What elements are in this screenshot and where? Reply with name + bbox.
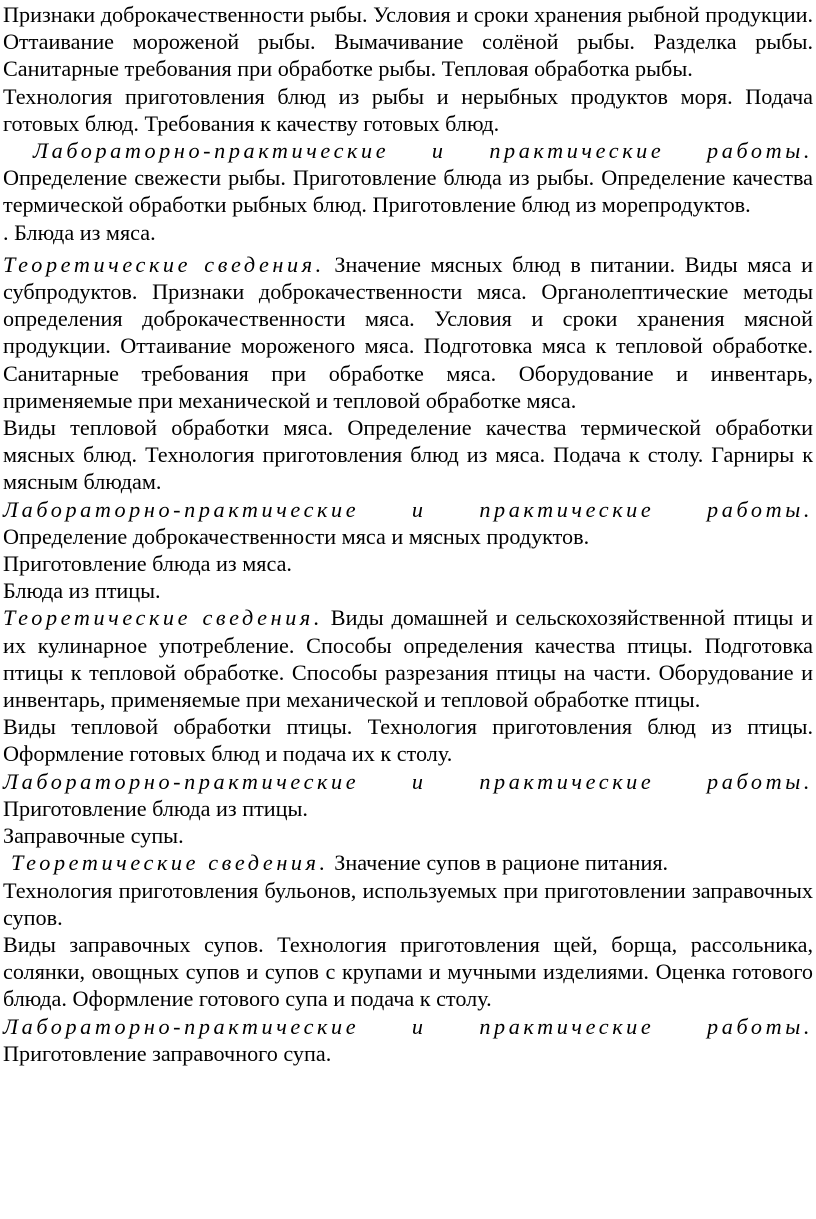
fish-lab-heading-text: Лабораторно-практические и практические работы.: [33, 138, 813, 164]
meat-paragraph-2: Виды тепловой обработки мяса. Определение качества термической обработки мясных блюд. Технология приготовления блюд из мяса. Подача к столу. Гарниры к мясным блюдам.: [3, 415, 813, 495]
poultry-paragraph-2: Виды тепловой обработки птицы. Технология приготовления блюд из птицы. Оформление готовых блюд и подача их к столу.: [3, 714, 813, 767]
fish-lab-text: Определение свежести рыбы. Приготовление блюда из рыбы. Определение качества термической обработки рыбных блюд. Приготовление блюд из морепродуктов.: [3, 165, 813, 218]
fish-paragraph-1: Признаки доброкачественности рыбы. Условия и сроки хранения рыбной продукции. Оттаивание мороженой рыбы. Вымачивание солёной рыбы. Разделка рыбы. Санитарные требования при обработке рыбы. Тепловая обработка рыбы.: [3, 2, 813, 82]
poultry-lab-heading: [3, 768, 813, 795]
meat-theory-text: Значение мясных блюд в питании. Виды мяса и субпродуктов. Признаки доброкачественности мяса. Органолептические методы определения доброкачественности мяса. Условия и сроки хранения мясной продукции. Оттаивание мороженого мяса. Подготовка мяса к тепловой обработке. Санитарные требования при обработке мяса. Оборудование и инвентарь, применяемые при механической и тепловой обработке мяса.: [3, 251, 813, 413]
fish-lab-heading: [3, 137, 813, 164]
soups-theory-text: Значение супов в рационе питания.: [328, 850, 669, 876]
meat-lab-line-2: Приготовление блюда из мяса.: [3, 551, 292, 577]
meat-theory-paragraph: [3, 251, 813, 414]
poultry-section-title: Блюда из птицы.: [3, 578, 161, 604]
poultry-lab-heading-text: Лабораторно-практические и практические работы.: [3, 768, 813, 794]
meat-section-title: . Блюда из мяса.: [3, 219, 156, 245]
soups-lab-heading: [3, 1013, 813, 1040]
fish-paragraph-2: Технология приготовления блюд из рыбы и нерыбных продуктов моря. Подача готовых блюд. Требования к качеству готовых блюд.: [3, 83, 813, 136]
meat-lab-line-1: Определение доброкачественности мяса и мясных продуктов.: [3, 523, 590, 549]
soups-paragraph-3: Виды заправочных супов. Технология приготовления щей, борща, рассольника, солянки, овощных супов и супов с крупами и мучными изделиями. Оценка готового блюда. Оформление готового супа и подача к столу.: [3, 931, 813, 1012]
meat-theory-heading: Теоретические сведения.: [3, 251, 325, 277]
soups-theory-heading: Теоретические сведения.: [11, 850, 329, 876]
soups-section-title: Заправочные супы.: [3, 823, 184, 849]
meat-lab-heading-text: Лабораторно-практические и практические работы.: [3, 496, 813, 522]
meat-lab-heading: [3, 496, 813, 523]
soups-lab-line-1: Приготовление заправочного супа.: [3, 1040, 332, 1066]
poultry-theory-paragraph: [3, 604, 813, 713]
poultry-lab-line-1: Приготовление блюда из птицы.: [3, 795, 308, 821]
poultry-theory-text: Виды домашней и сельскохозяйственной птицы и их кулинарное употребление. Способы определения качества птицы. Подготовка птицы к тепловой обработке. Способы разрезания птицы на части. Оборудование и инвентарь, применяемые при механической и тепловой обработке птицы.: [3, 605, 813, 713]
poultry-theory-heading: Теоретические сведения.: [3, 605, 323, 631]
soups-theory-paragraph: [3, 849, 813, 876]
soups-lab-heading-text: Лабораторно-практические и практические работы.: [3, 1013, 813, 1039]
soups-paragraph-2: Технология приготовления бульонов, используемых при приготовлении заправочных супов.: [3, 877, 813, 930]
